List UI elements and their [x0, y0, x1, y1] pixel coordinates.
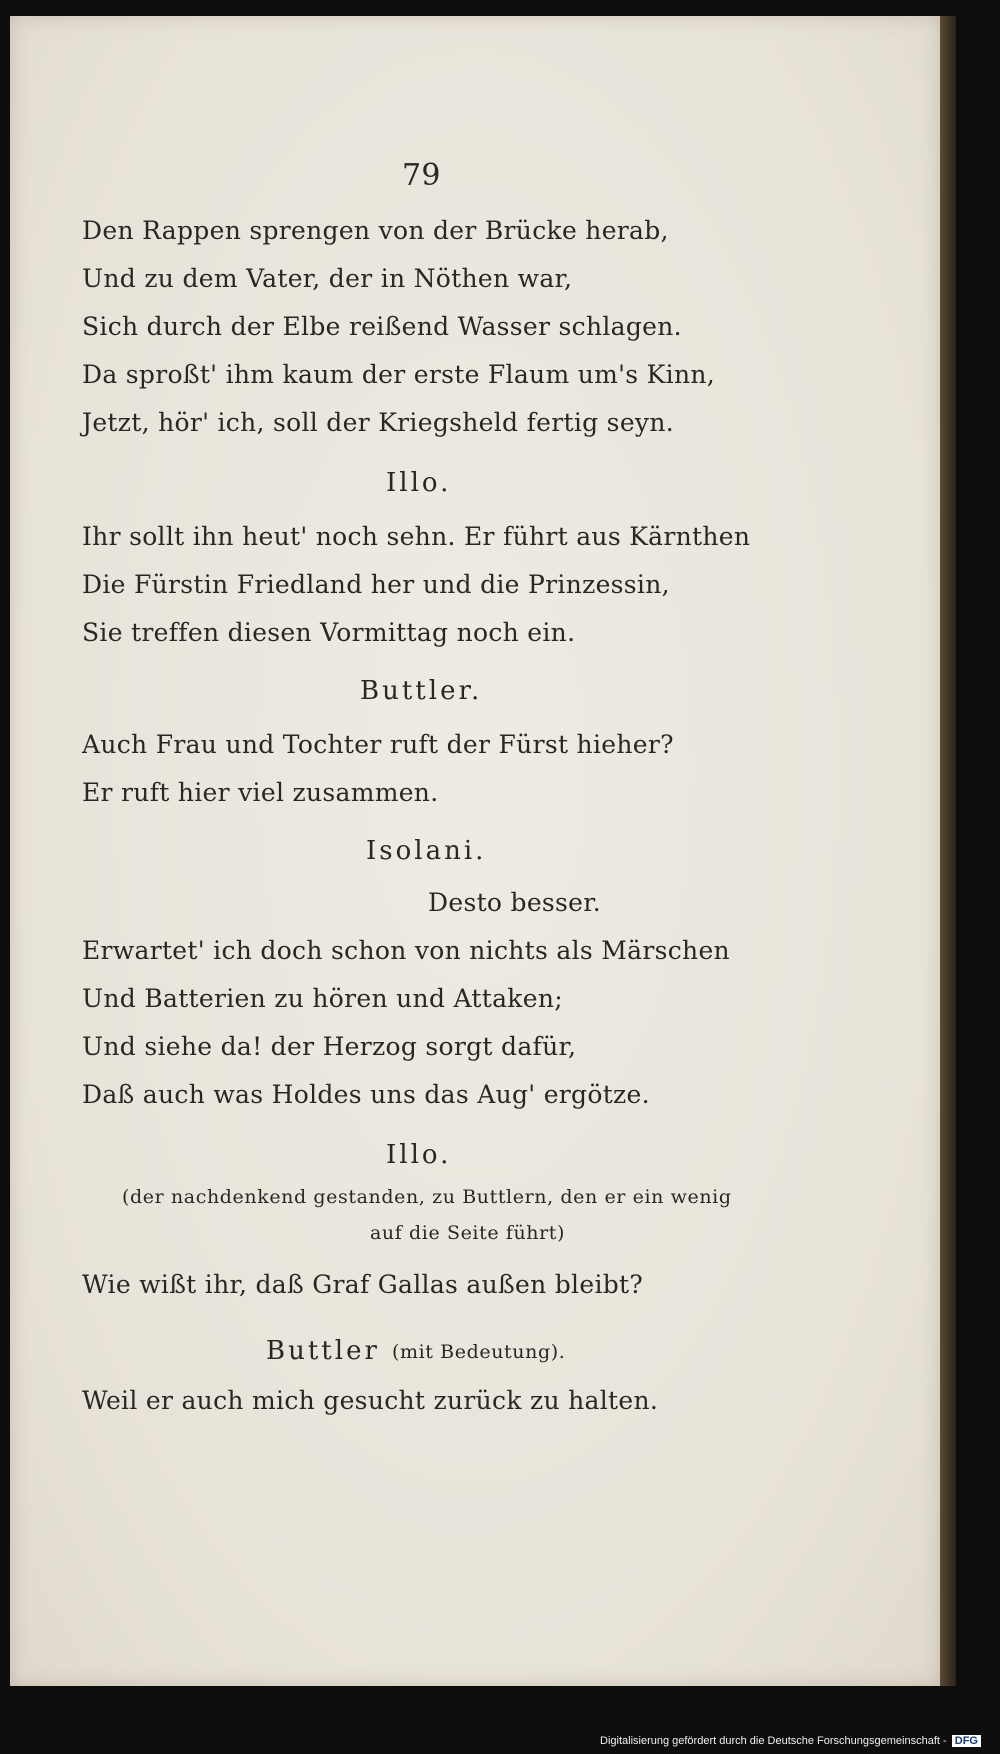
verse-line: Den Rappen sprengen von der Brücke herab,	[82, 216, 669, 245]
stage-direction: (mit Bedeutung).	[392, 1341, 566, 1363]
verse-line: Wie wißt ihr, daß Graf Gallas außen bleibt?	[82, 1270, 644, 1299]
speaker-name: Buttler	[266, 1336, 380, 1366]
speaker-name: Illo.	[386, 1140, 452, 1170]
verse-line: Auch Frau und Tochter ruft der Fürst hieher?	[82, 730, 674, 759]
verse-line: Desto besser.	[428, 888, 602, 917]
verse-line: Erwartet' ich doch schon von nichts als Märschen	[82, 936, 730, 965]
verse-line: Die Fürstin Friedland her und die Prinzessin,	[82, 570, 670, 599]
verse-line: Sie treffen diesen Vormittag noch ein.	[82, 618, 576, 647]
book-spine	[940, 16, 956, 1686]
verse-line: Und siehe da! der Herzog sorgt dafür,	[82, 1032, 577, 1061]
speaker-name: Isolani.	[366, 836, 487, 866]
verse-line: Sich durch der Elbe reißend Wasser schlagen.	[82, 312, 682, 341]
dfg-logo: DFG	[952, 1735, 981, 1747]
verse-line: Daß auch was Holdes uns das Aug' ergötze.	[82, 1080, 650, 1109]
verse-line: Und zu dem Vater, der in Nöthen war,	[82, 264, 573, 293]
speaker-name: Buttler.	[360, 676, 483, 706]
verse-line: Jetzt, hör' ich, soll der Kriegsheld fertig seyn.	[82, 408, 674, 437]
footer-credit	[600, 1735, 981, 1747]
verse-line: Und Batterien zu hören und Attaken;	[82, 984, 563, 1013]
footer-text: Digitalisierung gefördert durch die Deutsche Forschungsgemeinschaft -	[600, 1735, 947, 1747]
verse-line: Weil er auch mich gesucht zurück zu halten.	[82, 1386, 659, 1415]
page-number: 79	[402, 158, 441, 193]
verse-line: Da sproßt' ihm kaum der erste Flaum um's Kinn,	[82, 360, 715, 389]
stage-direction: (der nachdenkend gestanden, zu Buttlern, den er ein wenig	[122, 1186, 732, 1208]
verse-line: Ihr sollt ihn heut' noch sehn. Er führt aus Kärnthen	[82, 522, 751, 551]
verse-line: Er ruft hier viel zusammen.	[82, 778, 439, 807]
stage-direction: auf die Seite führt)	[370, 1222, 566, 1244]
speaker-name: Illo.	[386, 468, 452, 498]
